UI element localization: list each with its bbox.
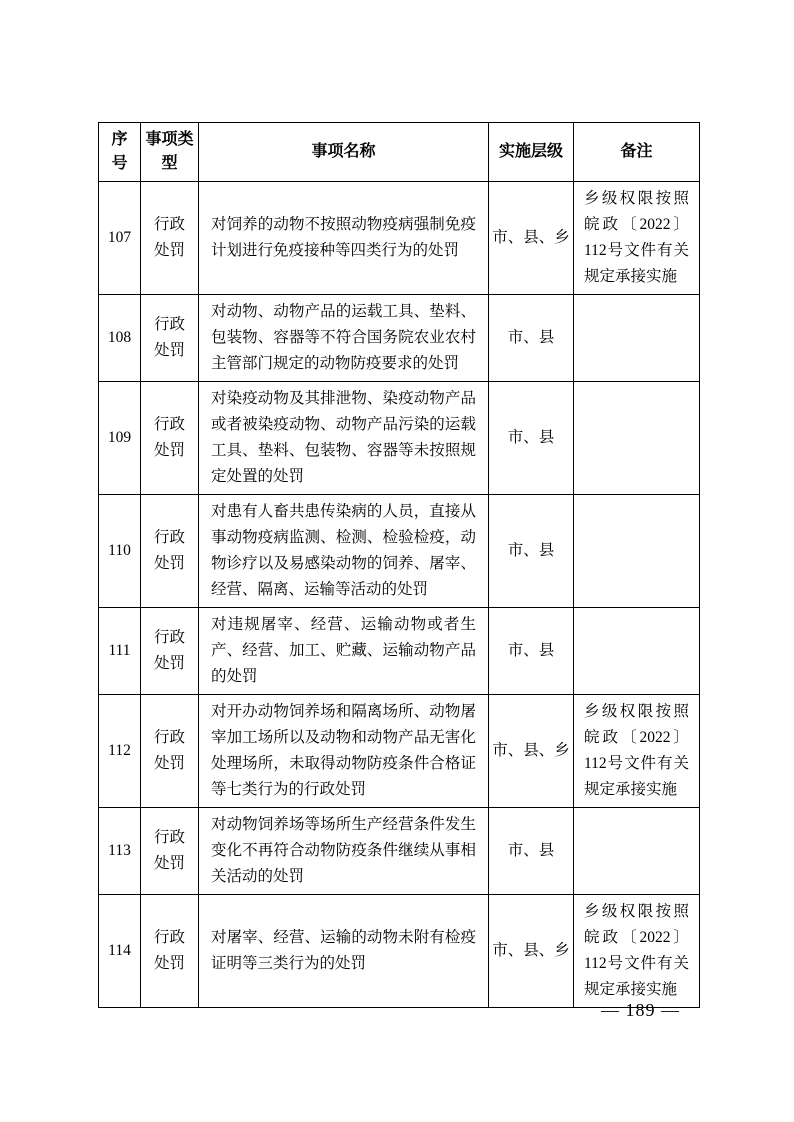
cell-remark: 乡级权限按照皖政〔2022〕112号文件有关规定承接实施 [574, 182, 700, 295]
page-number: — 189 — [601, 1000, 680, 1020]
cell-remark [574, 382, 700, 495]
table-header-row [99, 123, 700, 182]
cell-matter-name: 对饲养的动物不按照动物疫病强制免疫计划进行免疫接种等四类行为的处罚 [199, 182, 489, 295]
cell-serial-number: 113 [99, 808, 141, 895]
column-header-no: 序号 [99, 123, 141, 182]
cell-remark [574, 495, 700, 608]
cell-implementation-level: 市、县、乡 [489, 895, 574, 1008]
cell-matter-type: 行政处罚 [141, 808, 199, 895]
cell-serial-number: 114 [99, 895, 141, 1008]
table-row [99, 608, 700, 695]
cell-matter-name: 对违规屠宰、经营、运输动物或者生产、经营、加工、贮藏、运输动物产品的处罚 [199, 608, 489, 695]
cell-serial-number: 111 [99, 608, 141, 695]
cell-matter-type: 行政处罚 [141, 182, 199, 295]
column-header-name: 事项名称 [199, 123, 489, 182]
cell-matter-name: 对患有人畜共患传染病的人员，直接从事动物疫病监测、检测、检验检疫，动物诊疗以及易感染动物的饲养、屠宰、经营、隔离、运输等活动的处罚 [199, 495, 489, 608]
cell-matter-type: 行政处罚 [141, 382, 199, 495]
column-header-type: 事项类型 [141, 123, 199, 182]
table-row [99, 895, 700, 1008]
cell-matter-type: 行政处罚 [141, 295, 199, 382]
cell-implementation-level: 市、县、乡 [489, 695, 574, 808]
table-row [99, 382, 700, 495]
cell-implementation-level: 市、县、乡 [489, 182, 574, 295]
cell-serial-number: 110 [99, 495, 141, 608]
cell-implementation-level: 市、县 [489, 295, 574, 382]
cell-remark [574, 295, 700, 382]
cell-implementation-level: 市、县 [489, 808, 574, 895]
cell-matter-name: 对动物、动物产品的运载工具、垫料、包装物、容器等不符合国务院农业农村主管部门规定的动物防疫要求的处罚 [199, 295, 489, 382]
table-row [99, 495, 700, 608]
table-row [99, 295, 700, 382]
cell-matter-type: 行政处罚 [141, 895, 199, 1008]
cell-matter-type: 行政处罚 [141, 608, 199, 695]
cell-matter-name: 对屠宰、经营、运输的动物未附有检疫证明等三类行为的处罚 [199, 895, 489, 1008]
cell-matter-name: 对动物饲养场等场所生产经营条件发生变化不再符合动物防疫条件继续从事相关活动的处罚 [199, 808, 489, 895]
matters-table [98, 122, 700, 1008]
cell-implementation-level: 市、县 [489, 495, 574, 608]
cell-matter-type: 行政处罚 [141, 695, 199, 808]
cell-remark: 乡级权限按照皖政〔2022〕112号文件有关规定承接实施 [574, 895, 700, 1008]
cell-remark: 乡级权限按照皖政〔2022〕112号文件有关规定承接实施 [574, 695, 700, 808]
cell-matter-type: 行政处罚 [141, 495, 199, 608]
cell-matter-name: 对开办动物饲养场和隔离场所、动物屠宰加工场所以及动物和动物产品无害化处理场所，未取得动物防疫条件合格证等七类行为的行政处罚 [199, 695, 489, 808]
column-header-remark: 备注 [574, 123, 700, 182]
cell-serial-number: 108 [99, 295, 141, 382]
column-header-level: 实施层级 [489, 123, 574, 182]
table-row [99, 808, 700, 895]
table-row [99, 695, 700, 808]
cell-serial-number: 112 [99, 695, 141, 808]
cell-serial-number: 109 [99, 382, 141, 495]
cell-serial-number: 107 [99, 182, 141, 295]
table-row [99, 182, 700, 295]
cell-implementation-level: 市、县 [489, 382, 574, 495]
cell-remark [574, 808, 700, 895]
cell-remark [574, 608, 700, 695]
cell-implementation-level: 市、县 [489, 608, 574, 695]
cell-matter-name: 对染疫动物及其排泄物、染疫动物产品或者被染疫动物、动物产品污染的运载工具、垫料、包装物、容器等未按照规定处置的处罚 [199, 382, 489, 495]
